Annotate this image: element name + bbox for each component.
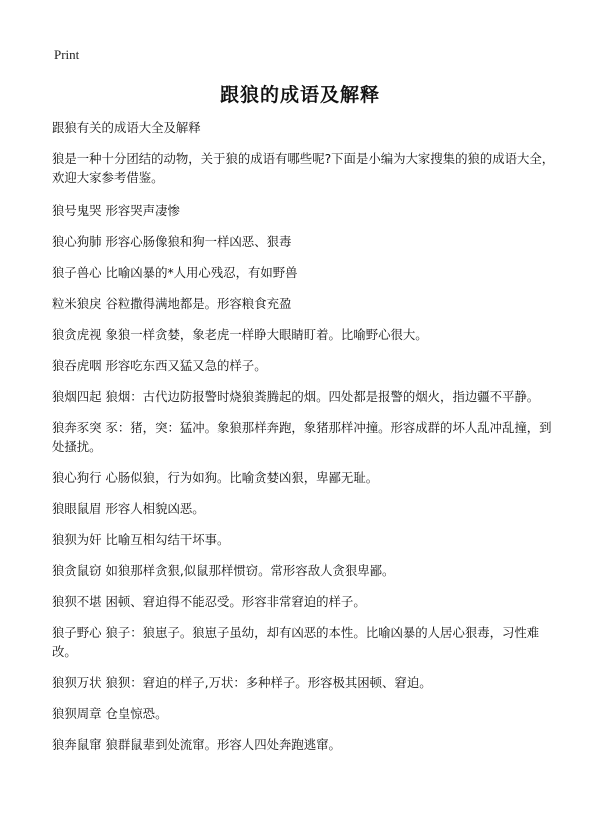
idiom-item: 狼吞虎咽 形容吃东西又猛又急的样子。 [52, 358, 267, 373]
idiom-list [52, 201, 560, 754]
idiom-item: 狼心狗肺 形容心肠像狼和狗一样凶恶、狠毒 [52, 234, 292, 249]
idiom-item: 粒米狼戾 谷粒撒得满地都是。形容粮食充盈 [52, 296, 292, 311]
idiom-item: 狼烟四起 狼烟：古代边防报警时烧狼粪腾起的烟。四处都是报警的烟火，指边疆不平静。 [52, 389, 540, 404]
idiom-item: 狼子野心 狼子：狼崽子。狼崽子虽幼，却有凶恶的本性。比喻凶暴的人居心狠毒，习性难改。 [52, 625, 540, 659]
idiom-item: 狼狈万状 狼狈：窘迫的样子,万状：多种样子。形容极其困顿、窘迫。 [52, 675, 432, 690]
idiom-item: 狼狈周章 仓皇惊恐。 [52, 706, 168, 721]
idiom-item: 狼奔豕突 豕：猪，突：猛冲。象狼那样奔跑，象猪那样冲撞。形容成群的坏人乱冲乱撞，到处搔扰。 [52, 420, 552, 454]
page-title: 跟狼的成语及解释 [219, 84, 380, 106]
idiom-item: 狼狈不堪 困顿、窘迫得不能忍受。形容非常窘迫的样子。 [52, 594, 366, 609]
idiom-item: 狼眼鼠眉 形容人相貌凶恶。 [52, 501, 205, 516]
idiom-item: 狼心狗行 心肠似狼，行为如狗。比喻贪婪凶狠，卑鄙无耻。 [52, 470, 379, 485]
idiom-item: 狼奔鼠窜 狼群鼠辈到处流窜。形容人四处奔跑逃窜。 [52, 737, 341, 752]
idiom-item: 狼狈为奸 比喻互相勾结干坏事。 [52, 532, 230, 547]
idiom-item: 狼贪虎视 象狼一样贪婪，象老虎一样睁大眼睛盯着。比喻野心很大。 [52, 327, 428, 342]
article-subtitle: 跟狼有关的成语大全及解释 [52, 120, 201, 135]
idiom-item: 狼子兽心 比喻凶暴的*人用心残忍，有如野兽 [52, 265, 298, 280]
idiom-item: 狼贪鼠窃 如狼那样贪狠,似鼠那样惯窃。常形容敌人贪狠卑鄙。 [52, 563, 395, 578]
article-body [52, 118, 560, 766]
idiom-item: 狼号鬼哭 形容哭声凄惨 [52, 203, 180, 218]
print-link[interactable]: Print [54, 47, 80, 62]
intro-paragraph: 狼是一种十分团结的动物，关于狼的成语有哪些呢?下面是小编为大家搜集的狼的成语大全，欢迎大家参考借鉴。 [52, 151, 555, 185]
